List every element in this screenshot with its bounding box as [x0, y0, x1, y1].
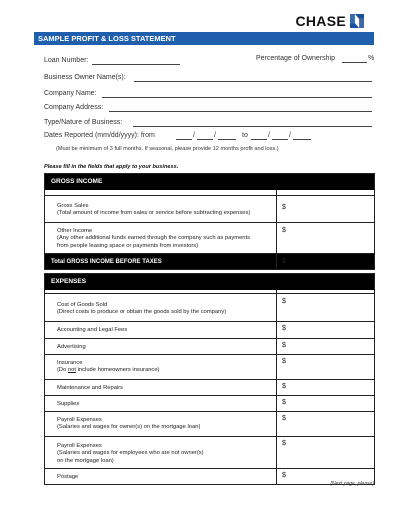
row-label: Insurance	[57, 360, 83, 366]
amount-cell[interactable]	[276, 355, 286, 379]
to-day-field[interactable]	[272, 139, 288, 140]
table-row	[45, 195, 374, 222]
amount-cell[interactable]	[276, 412, 286, 436]
dates-to-label: to	[242, 132, 248, 139]
amount-cell[interactable]	[276, 380, 286, 395]
loan-number-label: Loan Number:	[44, 57, 89, 64]
from-month-field[interactable]	[176, 139, 192, 140]
row-description: from people leasing space or payments from investors)	[57, 242, 199, 249]
dollar-sign: $	[282, 399, 286, 406]
amount-cell[interactable]	[276, 322, 286, 338]
amount-cell[interactable]	[276, 196, 286, 222]
row-description: (Direct costs to produce or obtain the goods sold by the company)	[57, 309, 227, 316]
amount-cell[interactable]	[276, 294, 286, 321]
dollar-sign: $	[282, 415, 286, 422]
dollar-sign: $	[282, 342, 286, 349]
next-page-note: (Next page, please)	[330, 481, 374, 487]
business-type-label: Type/Nature of Business:	[44, 119, 123, 126]
row-description: (Salaries and wages for owner(s) on the mortgage loan)	[57, 424, 201, 431]
company-name-field[interactable]	[102, 97, 372, 98]
row-label: Maintenance and Repairs	[57, 385, 124, 391]
row-description: (Total amount of income from sales or service before subtracting expenses)	[57, 210, 251, 217]
gross-income-header: GROSS INCOME	[45, 174, 374, 190]
date-separator: /	[193, 132, 195, 139]
gross-income-section	[44, 173, 375, 270]
dollar-sign: $	[282, 440, 286, 447]
table-row	[45, 411, 374, 436]
dollar-sign: $	[282, 472, 286, 479]
table-row	[45, 321, 374, 338]
ownership-field[interactable]	[342, 62, 367, 63]
table-row	[45, 354, 374, 379]
company-name-label: Company Name:	[44, 90, 97, 97]
row-label: Gross Sales	[57, 203, 89, 209]
instruction-text: Please fill in the fields that apply to your business.	[44, 164, 179, 170]
chase-logo	[295, 13, 364, 29]
ownership-label: Percentage of Ownership	[256, 55, 335, 62]
amount-cell[interactable]	[276, 469, 286, 484]
dollar-sign: $	[282, 204, 286, 211]
amount-cell[interactable]	[276, 339, 286, 354]
total-gross-income-row	[45, 253, 374, 269]
dollar-sign: $	[282, 298, 286, 305]
total-label: Total GROSS INCOME BEFORE TAXES	[51, 259, 162, 265]
brand-name: CHASE	[295, 13, 346, 29]
dollar-sign: $	[282, 258, 286, 265]
amount-cell[interactable]	[276, 396, 286, 411]
row-label: Postage	[57, 474, 79, 480]
table-row	[45, 338, 374, 354]
row-label: Other Income	[57, 228, 93, 234]
row-label: Payroll Expenses	[57, 417, 102, 423]
to-month-field[interactable]	[251, 139, 267, 140]
table-row	[45, 379, 374, 395]
row-label: Advertising	[57, 344, 86, 350]
expenses-header: EXPENSES	[45, 274, 374, 290]
date-separator: /	[214, 132, 216, 139]
table-row	[45, 395, 374, 411]
table-row	[45, 468, 374, 484]
page-title: SAMPLE PROFIT & LOSS STATEMENT	[34, 32, 374, 45]
row-label: Cost of Goods Sold	[57, 302, 108, 308]
row-label: Accounting and Legal Fees	[57, 327, 128, 333]
row-label: Supplies	[57, 401, 80, 407]
owner-names-label: Business Owner Name(s):	[44, 74, 126, 81]
expenses-section	[44, 273, 375, 485]
company-address-label: Company Address:	[44, 104, 104, 111]
row-description: (Any other additional funds earned through the company such as payments	[57, 235, 251, 242]
dollar-sign: $	[282, 383, 286, 390]
dollar-sign: $	[282, 358, 286, 365]
row-description: (Salaries and wages for employees who are not owner(s)	[57, 450, 204, 457]
row-label: Payroll Expenses	[57, 443, 102, 449]
date-separator: /	[289, 132, 291, 139]
from-year-field[interactable]	[218, 139, 236, 140]
table-row	[45, 222, 374, 253]
table-row	[45, 436, 374, 468]
table-row	[45, 293, 374, 321]
row-description: (Do not include homeowners insurance)	[57, 367, 160, 374]
date-separator: /	[268, 132, 270, 139]
dates-note: (Must be minimum of 3 full months. If seasonal, please provide 12 months profit and loss.)	[56, 146, 279, 152]
row-description: on the mortgage loan)	[57, 457, 114, 464]
dollar-sign: $	[282, 325, 286, 332]
dollar-sign: $	[282, 227, 286, 234]
emphasis-not: not	[67, 367, 77, 374]
business-type-field[interactable]	[133, 126, 372, 127]
octagon-logo-icon	[350, 14, 364, 28]
amount-cell[interactable]	[276, 254, 286, 269]
amount-cell[interactable]	[276, 437, 286, 468]
dates-reported-label: Dates Reported (mm/dd/yyyy): from	[44, 132, 155, 139]
ownership-suffix: %	[368, 55, 375, 62]
owner-names-field[interactable]	[134, 81, 372, 82]
to-year-field[interactable]	[293, 139, 311, 140]
loan-number-field[interactable]	[92, 64, 180, 65]
from-day-field[interactable]	[197, 139, 213, 140]
company-address-field[interactable]	[109, 111, 372, 112]
amount-cell[interactable]	[276, 223, 286, 253]
